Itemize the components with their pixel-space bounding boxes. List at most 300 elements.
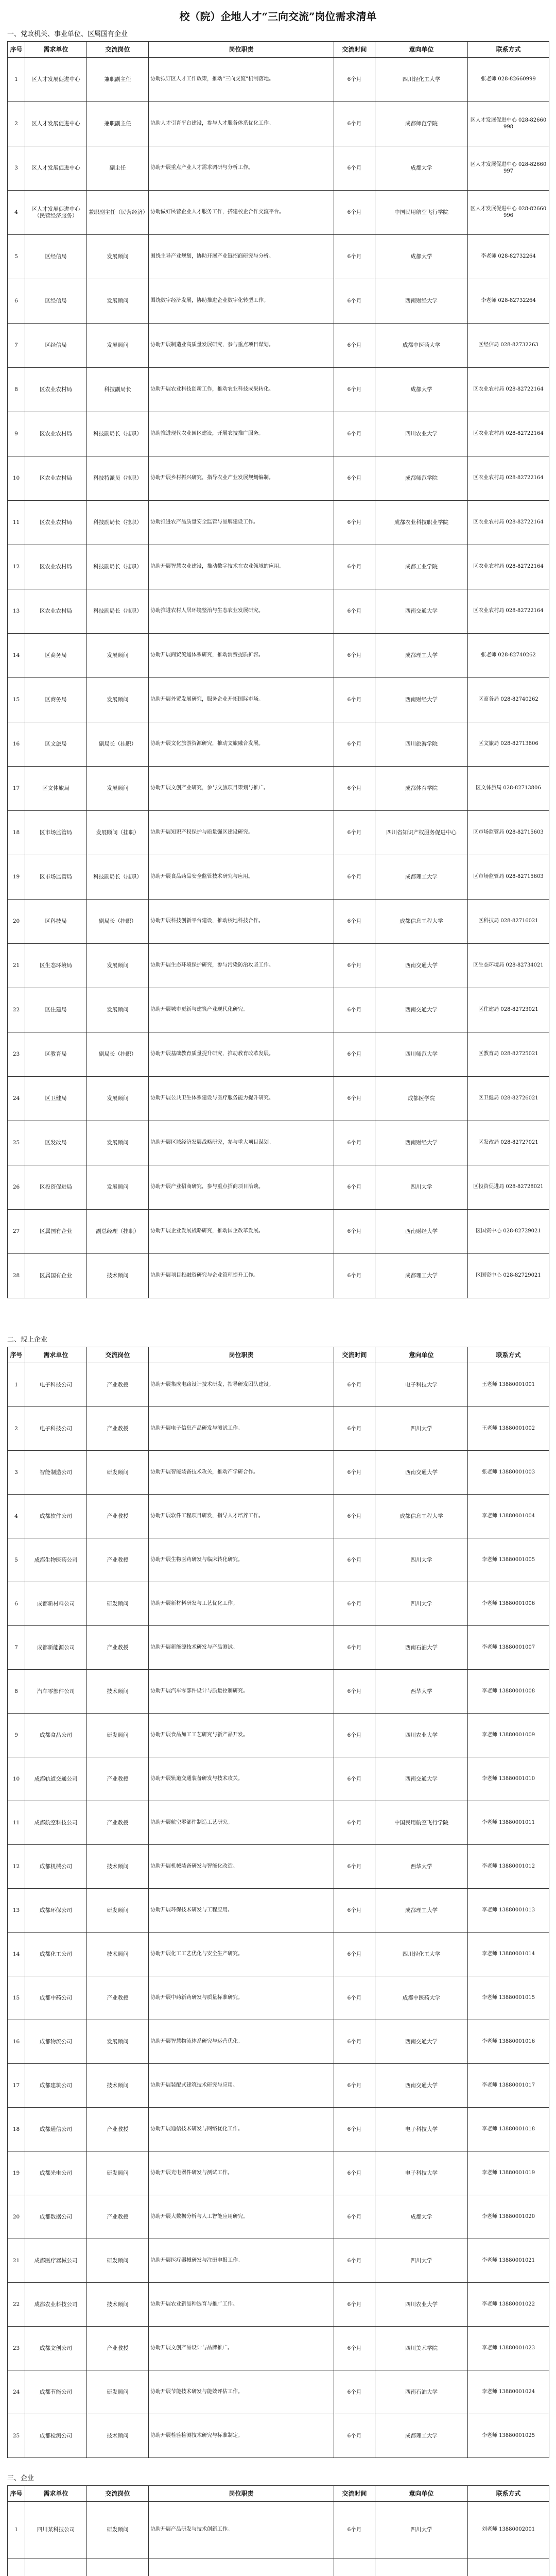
cell-duration: 6个月	[334, 191, 375, 235]
cell-position: 产业教授	[87, 2108, 149, 2151]
cell-index: 23	[8, 2327, 25, 2370]
cell-duty: 协助做好民营企业人才服务工作，搭建校企合作交流平台。	[149, 191, 334, 235]
cell-position: 技术顾问	[87, 1845, 149, 1889]
cell-partner: 成都大学	[375, 2195, 468, 2239]
cell-duration: 6个月	[334, 1254, 375, 1298]
table-row	[8, 589, 549, 634]
cell-position: 技术顾问	[87, 2064, 149, 2108]
cell-position: 科技副局长（挂职）	[87, 855, 149, 900]
table-row	[8, 1210, 549, 1254]
cell-index: 21	[8, 2239, 25, 2283]
table-row	[8, 1121, 549, 1165]
cell-index: 28	[8, 1254, 25, 1298]
table-row	[8, 767, 549, 811]
cell-unit: 区文体旅局	[25, 767, 87, 811]
cell-position: 科技特派员（挂职）	[87, 456, 149, 501]
cell-index: 13	[8, 589, 25, 634]
cell-duty: 协助开展食品加工工艺研究与新产品开发。	[149, 1714, 334, 1757]
cell-duration: 6个月	[334, 2064, 375, 2108]
cell-contact: 李老师 13880001024	[468, 2370, 549, 2414]
cell-index: 9	[8, 1714, 25, 1757]
cell-partner: 四川美术学院	[375, 2327, 468, 2370]
cell-position: 科技副局长（挂职）	[87, 545, 149, 589]
cell-partner: 成都理工大学	[375, 634, 468, 678]
column-header: 交流岗位	[87, 2486, 149, 2502]
cell-unit: 成都新能源公司	[25, 1626, 87, 1670]
cell-unit: 成都中药公司	[25, 1976, 87, 2020]
cell-duty: 协助开展汽车零部件设计与质量控制研究。	[149, 1670, 334, 1714]
cell-duty: 协助开展环保技术研发与工程应用。	[149, 1889, 334, 1933]
cell-contact: 区经信局 028-82732263	[468, 324, 549, 368]
table-row	[8, 58, 549, 102]
cell-position: 产业教授	[87, 1538, 149, 1582]
cell-index: 22	[8, 988, 25, 1032]
cell-unit: 成都环保公司	[25, 1889, 87, 1933]
cell-index: 8	[8, 368, 25, 412]
cell-duty: 协助开展商贸流通体系研究，推动消费提质扩容。	[149, 634, 334, 678]
cell-duty: 协助开展文化旅游资源研究，推动文旅融合发展。	[149, 722, 334, 767]
table-row	[8, 2502, 549, 2558]
table-row	[8, 1495, 549, 1538]
cell-position: 科技副局长（挂职）	[87, 412, 149, 456]
cell-unit: 区市场监管局	[25, 855, 87, 900]
cell-position: 技术顾问	[87, 2283, 149, 2327]
cell-index: 8	[8, 1670, 25, 1714]
cell-unit: 成都生物医药公司	[25, 1538, 87, 1582]
cell-contact: 李老师 13880001023	[468, 2327, 549, 2370]
cell-index: 2	[8, 102, 25, 146]
cell-duration: 6个月	[334, 589, 375, 634]
table-row	[8, 2151, 549, 2195]
cell-contact: 李老师 13880001022	[468, 2283, 549, 2327]
cell-duty: 协助开展农业新品种选育与推广工作。	[149, 2283, 334, 2327]
cell-position: 发展顾问	[87, 988, 149, 1032]
demand-table	[7, 41, 549, 1298]
cell-duty: 协助开展外贸发展研究，服务企业开拓国际市场。	[149, 678, 334, 722]
cell-duty: 协助开展基础教育质量提升研究，推动教育改革发展。	[149, 1032, 334, 1077]
cell-position: 产业教授	[87, 1626, 149, 1670]
table-row	[8, 811, 549, 855]
cell-duration: 6个月	[334, 1582, 375, 1626]
cell-partner: 成都理工大学	[375, 1889, 468, 1933]
cell-contact: 李老师 13880001020	[468, 2195, 549, 2239]
cell-index	[8, 2558, 25, 2576]
cell-unit: 成都新材料公司	[25, 1582, 87, 1626]
cell-duration: 6个月	[334, 944, 375, 988]
cell-partner: 四川大学	[375, 1582, 468, 1626]
cell-duration: 6个月	[334, 2108, 375, 2151]
cell-partner: 电子科技大学	[375, 1363, 468, 1407]
cell-contact: 李老师 13880001025	[468, 2414, 549, 2458]
table-row	[8, 1032, 549, 1077]
cell-position: 产业教授	[87, 1757, 149, 1801]
cell-duty	[149, 2558, 334, 2576]
cell-contact: 区商务局 028-82740262	[468, 678, 549, 722]
cell-partner: 电子科技大学	[375, 2108, 468, 2151]
cell-position: 技术顾问	[87, 2414, 149, 2458]
cell-position: 研发顾问	[87, 2370, 149, 2414]
cell-duration: 6个月	[334, 722, 375, 767]
cell-unit: 区农业农村局	[25, 368, 87, 412]
cell-duty: 协助开展检验检测技术研究与标准制定。	[149, 2414, 334, 2458]
cell-duty: 协助开展装配式建筑技术研究与应用。	[149, 2064, 334, 2108]
cell-unit: 区农业农村局	[25, 589, 87, 634]
table-row	[8, 2558, 549, 2576]
cell-duty: 围绕数字经济发展，协助推进企业数字化转型工作。	[149, 279, 334, 324]
cell-unit: 电子科技公司	[25, 1363, 87, 1407]
cell-partner: 成都理工大学	[375, 855, 468, 900]
cell-duty: 协助开展软件工程项目研发，指导人才培养工作。	[149, 1495, 334, 1538]
table-row	[8, 324, 549, 368]
cell-unit: 区经信局	[25, 324, 87, 368]
table-row	[8, 501, 549, 545]
table-row	[8, 456, 549, 501]
table-row	[8, 1582, 549, 1626]
cell-partner: 西华大学	[375, 1845, 468, 1889]
cell-duty: 围绕主导产业规划，协助开展产业链招商研究与分析。	[149, 235, 334, 279]
cell-contact: 区人才发展促进中心 028-82660998	[468, 102, 549, 146]
cell-contact: 张老师 028-82740262	[468, 634, 549, 678]
cell-unit: 区教育局	[25, 1032, 87, 1077]
cell-duty: 协助开展轨道交通装备研发与技术攻关。	[149, 1757, 334, 1801]
cell-unit: 汽车零部件公司	[25, 1670, 87, 1714]
cell-duty: 协助开展大数据分析与人工智能应用研究。	[149, 2195, 334, 2239]
cell-contact: 李老师 13880001011	[468, 1801, 549, 1845]
cell-duration: 6个月	[334, 1889, 375, 1933]
column-header: 交流时间	[334, 2486, 375, 2502]
cell-duration: 6个月	[334, 767, 375, 811]
cell-unit: 区市场监管局	[25, 811, 87, 855]
cell-position: 研发顾问	[87, 1714, 149, 1757]
table-row	[8, 1757, 549, 1801]
cell-contact: 李老师 13880001007	[468, 1626, 549, 1670]
cell-duty: 协助推进农村人居环境整治与生态农业发展研究。	[149, 589, 334, 634]
cell-unit: 成都机械公司	[25, 1845, 87, 1889]
cell-partner: 成都中医药大学	[375, 1976, 468, 2020]
cell-duration: 6个月	[334, 2502, 375, 2558]
cell-unit: 区农业农村局	[25, 545, 87, 589]
cell-unit: 区人才发展促进中心（民营经济服务）	[25, 191, 87, 235]
cell-index: 7	[8, 1626, 25, 1670]
section-heading: 三、企业	[7, 2475, 34, 2482]
table-row	[8, 146, 549, 191]
cell-duration: 6个月	[334, 2195, 375, 2239]
cell-duration: 6个月	[334, 1538, 375, 1582]
cell-position: 产业教授	[87, 1801, 149, 1845]
cell-contact: 区投资促进局 028-82728021	[468, 1165, 549, 1210]
cell-partner: 西南财经大学	[375, 279, 468, 324]
cell-partner: 西南石油大学	[375, 2370, 468, 2414]
table-row	[8, 722, 549, 767]
cell-index: 15	[8, 1976, 25, 2020]
cell-index: 16	[8, 2020, 25, 2064]
table-row	[8, 1889, 549, 1933]
table-row	[8, 1538, 549, 1582]
cell-duration: 6个月	[334, 456, 375, 501]
table-row	[8, 988, 549, 1032]
cell-index: 23	[8, 1032, 25, 1077]
cell-unit: 区商务局	[25, 678, 87, 722]
cell-contact: 区市场监管局 028-82715603	[468, 855, 549, 900]
cell-partner: 四川大学	[375, 1407, 468, 1451]
cell-index: 3	[8, 146, 25, 191]
cell-duration: 6个月	[334, 1626, 375, 1670]
cell-position: 发展顾问	[87, 767, 149, 811]
column-header: 意向单位	[375, 42, 468, 58]
column-header: 需求单位	[25, 42, 87, 58]
cell-index: 5	[8, 1538, 25, 1582]
table-row	[8, 2370, 549, 2414]
table-row	[8, 235, 549, 279]
cell-contact: 李老师 13880001010	[468, 1757, 549, 1801]
cell-index: 2	[8, 1407, 25, 1451]
cell-position: 产业教授	[87, 1407, 149, 1451]
cell-duration: 6个月	[334, 279, 375, 324]
cell-duty: 协助开展文创产业研究，参与文旅项目策划与推广。	[149, 767, 334, 811]
cell-partner: 成都师范学院	[375, 456, 468, 501]
cell-index: 3	[8, 1451, 25, 1495]
cell-contact: 区教育局 028-82725021	[468, 1032, 549, 1077]
cell-duty: 协助开展生态环境保护研究，参与污染防治攻坚工作。	[149, 944, 334, 988]
cell-contact: 区农业农村局 028-82722164	[468, 501, 549, 545]
cell-index: 18	[8, 2108, 25, 2151]
cell-partner: 西南交通大学	[375, 988, 468, 1032]
table-row	[8, 1165, 549, 1210]
cell-unit: 区商务局	[25, 634, 87, 678]
cell-contact: 李老师 13880001019	[468, 2151, 549, 2195]
cell-duration: 6个月	[334, 2239, 375, 2283]
cell-partner: 成都工业学院	[375, 545, 468, 589]
cell-duration: 6个月	[334, 1121, 375, 1165]
cell-position: 副局长（挂职）	[87, 722, 149, 767]
cell-position: 兼职副主任	[87, 58, 149, 102]
cell-partner: 西南石油大学	[375, 1626, 468, 1670]
cell-contact: 区科技局 028-82716021	[468, 900, 549, 944]
cell-contact: 李老师 13880001014	[468, 1933, 549, 1976]
table-header-row	[8, 1347, 549, 1363]
cell-duration: 6个月	[334, 1976, 375, 2020]
cell-unit: 成都轨道交通公司	[25, 1757, 87, 1801]
cell-position: 研发顾问	[87, 1451, 149, 1495]
cell-unit: 区住建局	[25, 988, 87, 1032]
cell-position: 发展顾问（挂职）	[87, 811, 149, 855]
section-heading: 二、规上企业	[7, 1336, 48, 1344]
cell-duration: 6个月	[334, 1077, 375, 1121]
cell-duty: 协助开展集成电路设计技术研发，指导研发团队建设。	[149, 1363, 334, 1407]
cell-position: 副局长（挂职）	[87, 900, 149, 944]
cell-duty: 协助开展新能源技术研发与产品测试。	[149, 1626, 334, 1670]
cell-position: 技术顾问	[87, 1670, 149, 1714]
cell-duration: 6个月	[334, 1210, 375, 1254]
cell-unit: 区农业农村局	[25, 456, 87, 501]
table-row	[8, 855, 549, 900]
table-row	[8, 2414, 549, 2458]
table-row	[8, 2108, 549, 2151]
cell-position: 产业教授	[87, 2327, 149, 2370]
cell-partner: 西南交通大学	[375, 589, 468, 634]
cell-duration: 6个月	[334, 1495, 375, 1538]
cell-duty: 协助开展生物医药研发与临床转化研究。	[149, 1538, 334, 1582]
cell-index: 20	[8, 2195, 25, 2239]
cell-unit: 智能制造公司	[25, 1451, 87, 1495]
cell-contact: 区文体旅局 028-82713806	[468, 767, 549, 811]
cell-position: 科技副局长（挂职）	[87, 501, 149, 545]
cell-index: 1	[8, 2502, 25, 2558]
cell-unit: 区人才发展促进中心	[25, 102, 87, 146]
cell-duty: 协助开展智慧农业建设，推动数字技术在农业领域的应用。	[149, 545, 334, 589]
cell-duty: 协助推进农产品质量安全监管与品牌建设工作。	[149, 501, 334, 545]
cell-duty: 协助开展机械装备研发与智能化改造。	[149, 1845, 334, 1889]
cell-partner: 电子科技大学	[375, 2151, 468, 2195]
cell-unit: 区科技局	[25, 900, 87, 944]
cell-duration: 6个月	[334, 102, 375, 146]
demand-table	[7, 2485, 549, 2576]
cell-partner: 中国民用航空飞行学院	[375, 191, 468, 235]
cell-partner: 西南交通大学	[375, 1757, 468, 1801]
cell-duty: 协助开展重点产业人才需求调研与分析工作。	[149, 146, 334, 191]
cell-duty: 协助开展知识产权保护与质量强区建设研究。	[149, 811, 334, 855]
cell-duty: 协助开展制造业高质量发展研究，参与重点项目谋划。	[149, 324, 334, 368]
cell-partner: 四川轻化工大学	[375, 1933, 468, 1976]
table-row	[8, 900, 549, 944]
cell-partner: 西南财经大学	[375, 678, 468, 722]
cell-contact: 李老师 13880001004	[468, 1495, 549, 1538]
cell-position: 发展顾问	[87, 279, 149, 324]
cell-unit: 成都化工公司	[25, 1933, 87, 1976]
cell-index: 1	[8, 58, 25, 102]
cell-partner: 四川大学	[375, 1165, 468, 1210]
cell-duty: 协助开展文创产品设计与品牌推广。	[149, 2327, 334, 2370]
cell-duration: 6个月	[334, 501, 375, 545]
cell-position: 研发顾问	[87, 1889, 149, 1933]
cell-duration: 6个月	[334, 1407, 375, 1451]
cell-contact: 李老师 13880001005	[468, 1538, 549, 1582]
cell-index: 27	[8, 1210, 25, 1254]
cell-duration: 6个月	[334, 2414, 375, 2458]
cell-position: 研发顾问	[87, 2502, 149, 2558]
cell-duty: 协助开展城市更新与建筑产业现代化研究。	[149, 988, 334, 1032]
cell-partner: 成都大学	[375, 368, 468, 412]
cell-partner: 四川大学	[375, 2502, 468, 2558]
cell-contact: 区农业农村局 028-82722164	[468, 589, 549, 634]
cell-unit: 成都航空科技公司	[25, 1801, 87, 1845]
cell-partner: 成都信息工程大学	[375, 900, 468, 944]
column-header: 交流时间	[334, 42, 375, 58]
cell-index: 18	[8, 811, 25, 855]
cell-position: 副主任	[87, 146, 149, 191]
table-row	[8, 2283, 549, 2327]
cell-partner: 西南交通大学	[375, 2064, 468, 2108]
cell-partner: 四川农业大学	[375, 2283, 468, 2327]
cell-partner: 成都信息工程大学	[375, 1495, 468, 1538]
cell-position: 发展顾问	[87, 1121, 149, 1165]
table-row	[8, 1714, 549, 1757]
cell-index: 15	[8, 678, 25, 722]
cell-position: 发展顾问	[87, 944, 149, 988]
column-header: 岗位职责	[149, 42, 334, 58]
cell-index: 13	[8, 1889, 25, 1933]
cell-unit: 区经信局	[25, 279, 87, 324]
cell-position: 兼职副主任	[87, 102, 149, 146]
cell-duty: 协助推进现代农业园区建设，开展农技推广服务。	[149, 412, 334, 456]
table-header-row	[8, 42, 549, 58]
cell-unit: 成都物流公司	[25, 2020, 87, 2064]
cell-partner: 西华大学	[375, 1670, 468, 1714]
cell-duration: 6个月	[334, 1714, 375, 1757]
cell-position: 产业教授	[87, 1976, 149, 2020]
cell-duration: 6个月	[334, 146, 375, 191]
cell-position: 产业教授	[87, 2195, 149, 2239]
column-header: 需求单位	[25, 1347, 87, 1363]
cell-contact: 李老师 028-82732264	[468, 235, 549, 279]
cell-unit: 成都软件公司	[25, 1495, 87, 1538]
cell-position: 产业教授	[87, 1363, 149, 1407]
cell-duty: 协助开展智慧物流体系研究与运营优化。	[149, 2020, 334, 2064]
cell-partner: 四川农业大学	[375, 1714, 468, 1757]
cell-position: 发展顾问	[87, 1165, 149, 1210]
cell-duration: 6个月	[334, 545, 375, 589]
cell-index: 19	[8, 2151, 25, 2195]
cell-contact: 李老师 13880001013	[468, 1889, 549, 1933]
cell-duty: 协助开展中药新药研发与质量标准研究。	[149, 1976, 334, 2020]
cell-duty: 协助开展医疗器械研发与注册申报工作。	[149, 2239, 334, 2283]
cell-partner: 四川农业大学	[375, 412, 468, 456]
cell-contact: 区农业农村局 028-82722164	[468, 456, 549, 501]
cell-partner: 四川大学	[375, 1538, 468, 1582]
cell-unit: 成都农业科技公司	[25, 2283, 87, 2327]
cell-index: 10	[8, 1757, 25, 1801]
section-heading: 一、党政机关、事业单位、区属国有企业	[7, 30, 128, 38]
cell-duration: 6个月	[334, 988, 375, 1032]
cell-position: 研发顾问	[87, 2151, 149, 2195]
table-row	[8, 2020, 549, 2064]
cell-index: 12	[8, 545, 25, 589]
cell-partner: 西南交通大学	[375, 944, 468, 988]
cell-duty: 协助开展公共卫生体系建设与医疗服务能力提升研究。	[149, 1077, 334, 1121]
cell-partner: 四川轻化工大学	[375, 58, 468, 102]
cell-contact: 王老师 13880001002	[468, 1407, 549, 1451]
cell-unit: 成都数据公司	[25, 2195, 87, 2239]
cell-position: 发展顾问	[87, 678, 149, 722]
cell-duration: 6个月	[334, 2283, 375, 2327]
column-header: 联系方式	[468, 1347, 549, 1363]
cell-position: 发展顾问	[87, 2020, 149, 2064]
cell-duration: 6个月	[334, 1670, 375, 1714]
cell-contact: 区文旅局 028-82713806	[468, 722, 549, 767]
table-row	[8, 545, 549, 589]
cell-position: 发展顾问	[87, 1077, 149, 1121]
cell-duration: 6个月	[334, 412, 375, 456]
cell-partner: 成都理工大学	[375, 2414, 468, 2458]
table-row	[8, 1451, 549, 1495]
cell-contact: 李老师 13880001008	[468, 1670, 549, 1714]
cell-contact: 区市场监管局 028-82715603	[468, 811, 549, 855]
cell-unit: 区农业农村局	[25, 412, 87, 456]
cell-position: 兼职副主任（民营经济）	[87, 191, 149, 235]
cell-unit: 区属国有企业	[25, 1210, 87, 1254]
cell-contact: 李老师 13880001009	[468, 1714, 549, 1757]
cell-partner: 成都理工大学	[375, 1254, 468, 1298]
cell-position: 技术顾问	[87, 1254, 149, 1298]
cell-duty: 协助人才引育平台建设，参与人才服务体系优化工作。	[149, 102, 334, 146]
cell-position: 科技副局长	[87, 368, 149, 412]
cell-duty: 协助开展区域经济发展战略研究，参与重大项目谋划。	[149, 1121, 334, 1165]
cell-index: 6	[8, 1582, 25, 1626]
table-row	[8, 2064, 549, 2108]
cell-index: 7	[8, 324, 25, 368]
cell-contact: 区生态环境局 028-82734021	[468, 944, 549, 988]
table-row	[8, 2239, 549, 2283]
